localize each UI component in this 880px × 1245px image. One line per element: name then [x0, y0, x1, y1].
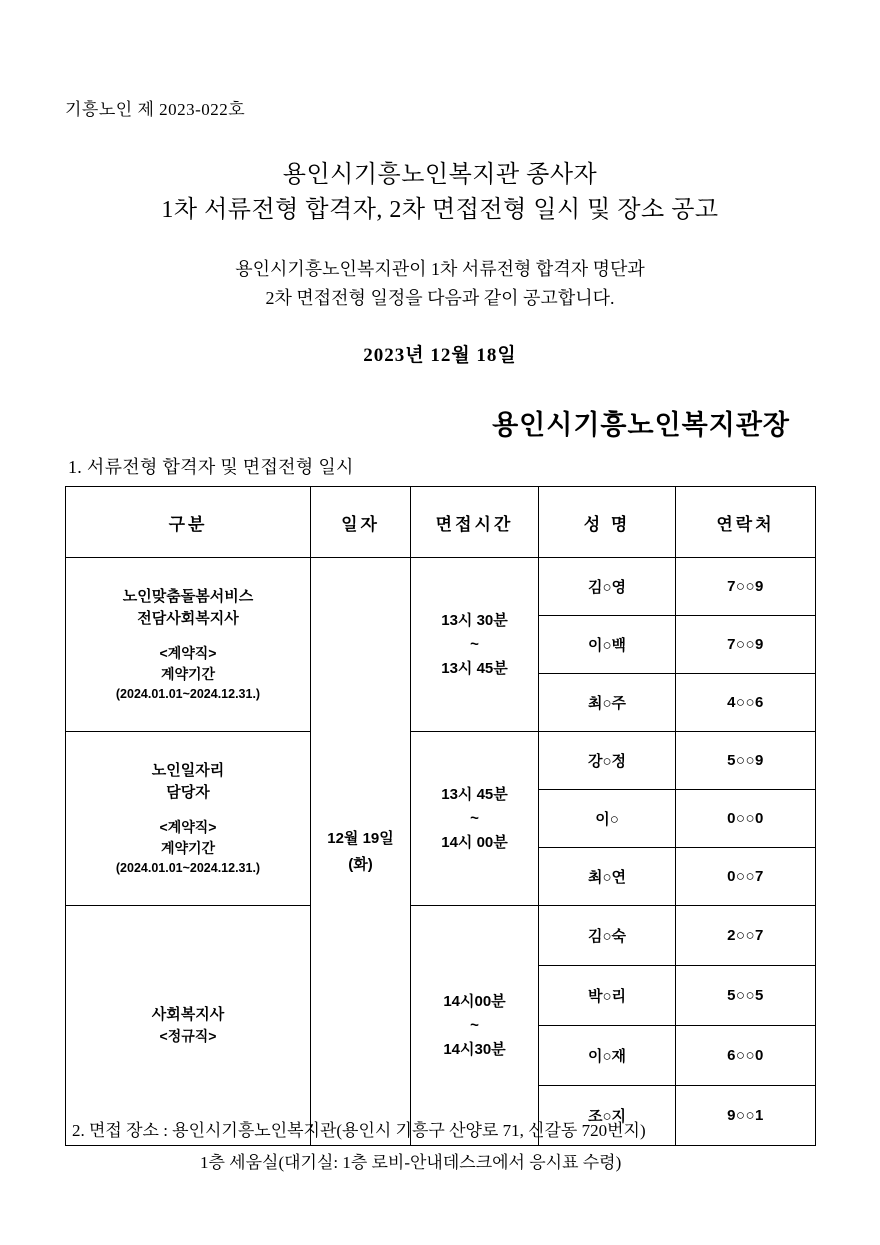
group-2-position-cell	[66, 732, 311, 906]
applicant-name: 박○리	[539, 966, 676, 1026]
applicant-name: 김○영	[539, 558, 676, 616]
interview-date-cell	[311, 558, 411, 1146]
subtitle-line-1: 용인시기흥노인복지관이 1차 서류전형 합격자 명단과	[235, 259, 645, 279]
group-2-time-end: 14시 00분	[441, 833, 508, 851]
subtitle-line-2: 2차 면접전형 일정을 다음과 같이 공고합니다.	[265, 287, 615, 308]
group-3-time-end: 14시30분	[443, 1040, 506, 1058]
table-row	[66, 732, 816, 790]
group-2-time-cell	[411, 732, 539, 906]
applicant-tel: 0○○7	[676, 848, 816, 906]
group-1-employment-type: <계약직>	[159, 644, 217, 661]
group-1-contract-label: 계약기간	[160, 665, 216, 682]
applicant-name: 강○정	[539, 732, 676, 790]
waiting-room-line: 1층 세움실(대기실: 1층 로비-안내데스크에서 응시표 수령)	[200, 1153, 622, 1173]
group-1-contract-period: (2024.01.01~2024.12.31.)	[115, 686, 261, 701]
column-header-gubun: 구분	[66, 487, 311, 558]
applicant-tel: 2○○7	[676, 906, 816, 966]
applicant-tel: 7○○9	[676, 616, 816, 674]
column-header-name: 성 명	[539, 487, 676, 558]
applicant-name: 이○재	[539, 1026, 676, 1086]
table-header-row	[66, 487, 816, 558]
group-1-position-cell	[66, 558, 311, 732]
column-header-date: 일자	[311, 487, 411, 558]
group-1-time-end: 13시 45분	[441, 659, 508, 677]
group-2-contract-label: 계약기간	[160, 839, 216, 856]
applicant-name: 이○백	[539, 616, 676, 674]
group-3-position-cell	[66, 906, 311, 1146]
applicant-tel: 4○○6	[676, 674, 816, 732]
applicant-tel: 5○○9	[676, 732, 816, 790]
table-row	[66, 558, 816, 616]
applicant-tel: 5○○5	[676, 966, 816, 1026]
title-line-1: 용인시기흥노인복지관 종사자	[282, 162, 598, 188]
group-2-title-line-2: 담당자	[166, 784, 210, 802]
applicant-name: 조○지	[539, 1086, 676, 1146]
group-3-time-cell	[411, 906, 539, 1146]
applicant-name: 김○숙	[539, 906, 676, 966]
group-2-title-line-1: 노인일자리	[151, 761, 225, 779]
applicant-name: 최○주	[539, 674, 676, 732]
applicant-tel: 7○○9	[676, 558, 816, 616]
section-1-heading: 1. 서류전형 합격자 및 면접전형 일시	[68, 457, 354, 477]
group-3-time-start: 14시00분	[443, 992, 506, 1010]
column-header-time: 면접시간	[411, 487, 539, 558]
interview-location-line: 2. 면접 장소 : 용인시기흥노인복지관(용인시 기흥구 산양로 71, 신갈동 720번지)	[72, 1121, 646, 1140]
spacer	[68, 805, 308, 817]
document-number: 기흥노인 제 2023-022호	[65, 100, 246, 119]
title-line-2: 1차 서류전형 합격자, 2차 면접전형 일시 및 장소 공고	[161, 196, 719, 223]
group-1-title-line-2: 전담사회복지사	[137, 610, 239, 628]
group-2-time-start: 13시 45분	[441, 785, 508, 803]
group-1-time-start: 13시 30분	[441, 611, 508, 629]
applicant-tel: 9○○1	[676, 1086, 816, 1146]
group-2-employment-type: <계약직>	[159, 818, 217, 835]
group-1-title-line-1: 노인맞춤돌봄서비스	[122, 587, 254, 605]
footer-notes	[0, 1115, 880, 1180]
column-header-tel: 연락처	[676, 487, 816, 558]
interview-weekday: (화)	[348, 855, 373, 873]
applicant-tel: 6○○0	[676, 1026, 816, 1086]
group-2-time-separator: ~	[470, 809, 479, 827]
announcement-date: 2023년 12월 18일	[363, 345, 517, 366]
group-2-contract-period: (2024.01.01~2024.12.31.)	[115, 860, 261, 875]
group-3-time-separator: ~	[470, 1016, 479, 1034]
schedule-table	[65, 486, 816, 1146]
issuer-name: 용인시기흥노인복지관장	[492, 410, 790, 440]
interview-date: 12월 19일	[327, 830, 394, 847]
spacer	[68, 631, 308, 643]
applicant-tel: 0○○0	[676, 790, 816, 848]
group-3-title-line-1: 사회복지사	[151, 1005, 225, 1023]
group-1-time-cell	[411, 558, 539, 732]
applicant-name: 최○연	[539, 848, 676, 906]
applicant-name: 이○	[539, 790, 676, 848]
group-1-time-separator: ~	[470, 635, 479, 653]
group-3-employment-type: <정규직>	[159, 1028, 217, 1045]
document-subtitle	[0, 255, 880, 313]
document-title	[0, 158, 880, 228]
table-row	[66, 906, 816, 966]
